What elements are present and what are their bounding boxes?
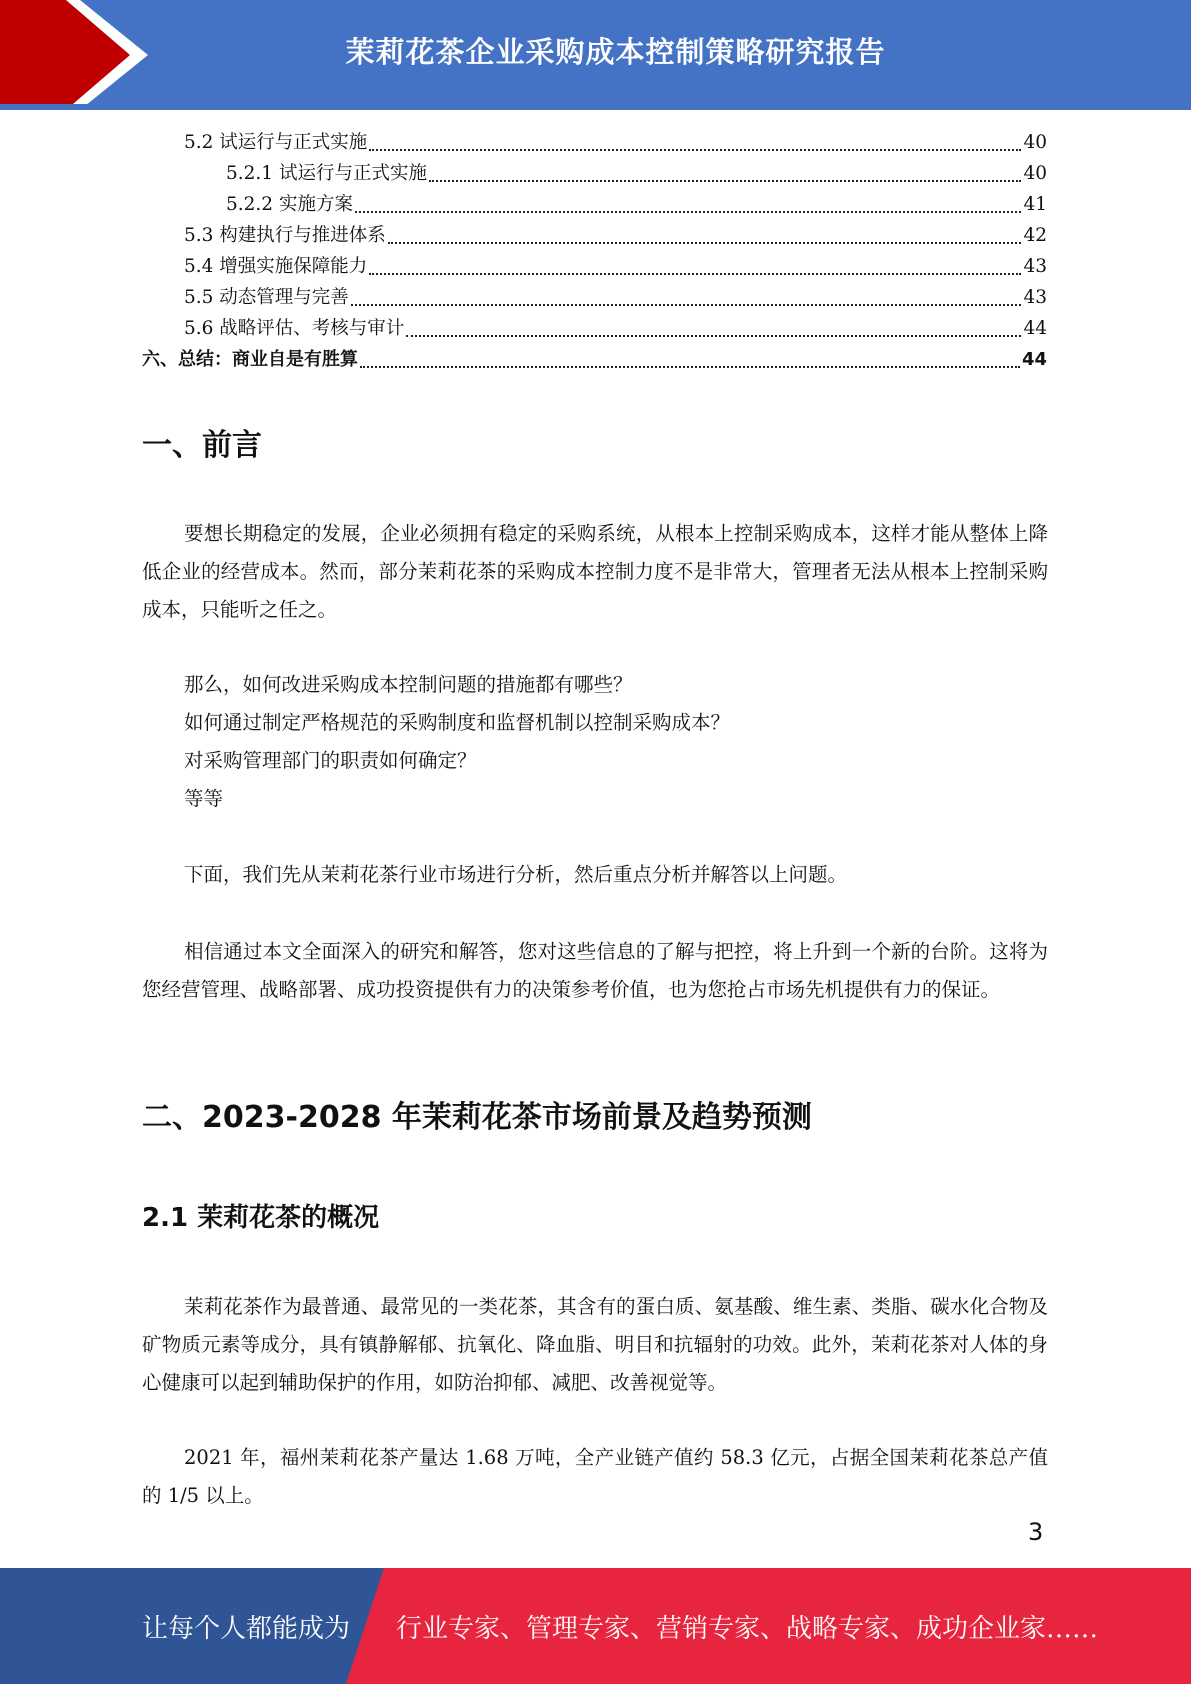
document-title: 茉莉花茶企业采购成本控制策略研究报告 <box>345 34 886 69</box>
toc-entry[interactable] <box>142 190 1047 221</box>
toc-entry-text: 5.4 增强实施保障能力 <box>184 256 368 277</box>
toc-entry-text: 5.6 战略评估、考核与审计 <box>184 318 405 339</box>
toc-entry-text: 5.3 构建执行与推进体系 <box>184 225 386 246</box>
paragraph: 茉莉花茶作为最普通、最常见的一类花茶，其含有的蛋白质、氨基酸、维生素、类脂、碳水化合物及矿物质元素等成分，具有镇静解郁、抗氧化、降血脂、明目和抗辐射的功效。此外，茉莉花茶对人体的身心健康可以起到辅助保护的作用，如防治抑郁、减肥、改善视觉等。 <box>142 1295 1048 1394</box>
toc-entry[interactable] <box>142 314 1047 345</box>
toc-leader-dots <box>360 366 1020 368</box>
page-footer <box>0 1568 1191 1684</box>
toc-entry-text: 5.2.2 实施方案 <box>226 194 353 215</box>
toc-entry[interactable] <box>142 128 1047 159</box>
toc-entry-page: 44 <box>1021 349 1047 370</box>
table-of-contents <box>142 128 1047 376</box>
question-line: 如何通过制定严格规范的采购制度和监督机制以控制采购成本？ <box>184 711 731 734</box>
question-line: 等等 <box>184 787 224 810</box>
toc-entry[interactable] <box>142 283 1047 314</box>
toc-leader-dots <box>406 335 1021 337</box>
paragraph: 下面，我们先从茉莉花茶行业市场进行分析，然后重点分析并解答以上问题。 <box>184 863 848 886</box>
toc-leader-dots <box>388 242 1022 244</box>
toc-entry-text: 六、总结：商业自是有胜算 <box>142 349 358 370</box>
toc-entry-page: 40 <box>1023 132 1047 153</box>
toc-entry[interactable] <box>142 252 1047 283</box>
paragraph: 要想长期稳定的发展，企业必须拥有稳定的采购系统，从根本上控制采购成本，这样才能从整体上降低企业的经营成本。然而，部分茉莉花茶的采购成本控制力度不是非常大，管理者无法从根本上控制采购成本，只能听之任之。 <box>142 522 1048 621</box>
toc-entry[interactable] <box>142 221 1047 252</box>
toc-entry-page: 40 <box>1023 163 1047 184</box>
footer-slogan-right: 行业专家、管理专家、营销专家、战略专家、成功企业家…… <box>396 1613 1099 1644</box>
paragraph: 2021 年，福州茉莉花茶产量达 1.68 万吨，全产业链产值约 58.3 亿元，占据全国茉莉花茶总产值的 1/5 以上。 <box>142 1446 1048 1507</box>
toc-entry-page: 43 <box>1023 256 1047 277</box>
toc-entry[interactable] <box>142 345 1047 376</box>
toc-leader-dots <box>369 149 1021 151</box>
toc-entry-page: 41 <box>1023 194 1047 215</box>
section-heading: 一、前言 <box>142 428 262 463</box>
question-line: 那么，如何改进采购成本控制问题的措施都有哪些？ <box>184 673 633 696</box>
toc-leader-dots <box>369 273 1021 275</box>
toc-entry-text: 5.2 试运行与正式实施 <box>184 132 368 153</box>
section-heading: 二、2023-2028 年茉莉花茶市场前景及趋势预测 <box>142 1100 812 1135</box>
page-number: 3 <box>1028 1518 1044 1546</box>
page-header <box>0 0 1191 110</box>
toc-leader-dots <box>429 180 1021 182</box>
toc-leader-dots <box>355 211 1022 213</box>
toc-entry-text: 5.5 动态管理与完善 <box>184 287 349 308</box>
toc-entry-text: 5.2.1 试运行与正式实施 <box>226 163 427 184</box>
question-line: 对采购管理部门的职责如何确定？ <box>184 749 477 772</box>
paragraph: 相信通过本文全面深入的研究和解答，您对这些信息的了解与把控，将上升到一个新的台阶。这将为您经营管理、战略部署、成功投资提供有力的决策参考价值，也为您抢占市场先机提供有力的保证。 <box>142 940 1048 1001</box>
toc-entry-page: 44 <box>1023 318 1047 339</box>
toc-entry-page: 43 <box>1023 287 1047 308</box>
toc-leader-dots <box>351 304 1022 306</box>
toc-entry-page: 42 <box>1023 225 1047 246</box>
footer-slogan-left: 让每个人都能成为 <box>142 1613 351 1644</box>
toc-entry[interactable] <box>142 159 1047 190</box>
subsection-heading: 2.1 茉莉花茶的概况 <box>142 1203 380 1233</box>
